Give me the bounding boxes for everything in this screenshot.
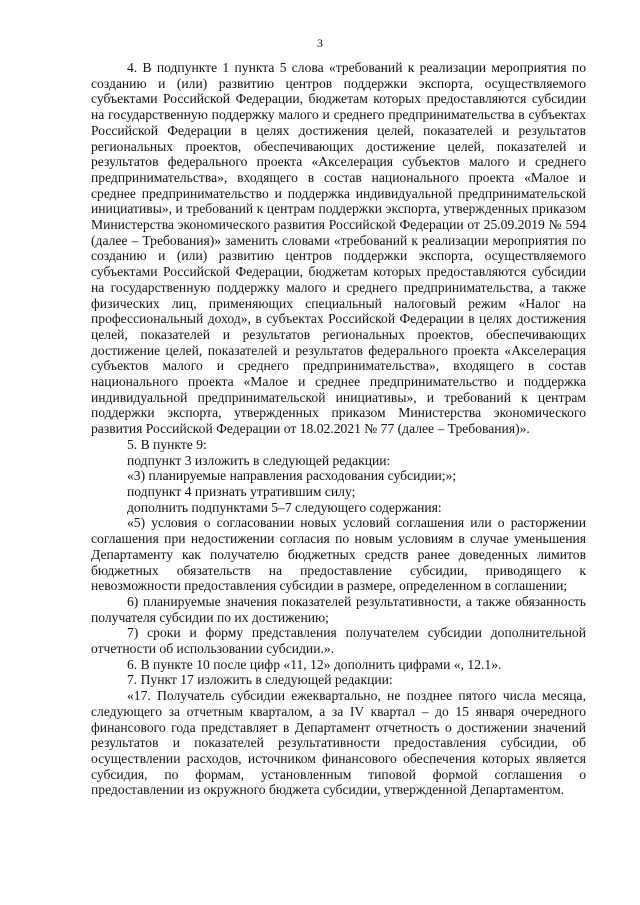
paragraph-subitem-3-text: «3) планируемые направления расходования субсидии;»;	[127, 468, 457, 484]
paragraph-item-4: 4. В подпункте 1 пункта 5 слова «требований к реализации мероприятия по созданию и (или) развитию центров поддержки экспорта, осуществляемого субъектами Российской Федерации, бюджетам которых предоставляются субсидии на государственную поддержку малого и среднего предпринимательства в субъектах Российской Федерации в целях достижения целей, показателей и результатов региональных проектов, обеспечивающих достижение целей, показателей и результатов федерального проекта «Акселерация субъектов малого и среднего предпринимательства», входящего в состав национального проекта «Малое и среднее предпринимательство и поддержка индивидуальной предпринимательской инициативы», и требований к центрам поддержки экспорта, утвержденных приказом Министерства экономического развития Российской Федерации от 25.09.2019 № 594 (далее – Требования)» заменить словами «требований к реализации мероприятия по созданию и (или) развитию центров поддержки экспорта, осуществляемого субъектами Российской Федерации, бюджетам которых предоставляются субсидии на государственную поддержку малого и среднего предпринимательства, а также физических лиц, применяющих специальный налоговый режим «Налог на профессиональный доход», в субъектах Российской Федерации в целях достижения целей, показателей и результатов региональных проектов, обеспечивающих достижение целей, показателей и результатов федерального проекта «Акселерация субъектов малого и среднего предпринимательства», входящего в состав национального проекта «Малое и среднее предпринимательство и поддержка индивидуальной предпринимательской инициативы», и требований к центрам поддержки экспорта, утвержденных приказом Министерства экономического развития Российской Федерации от 18.02.2021 № 77 (далее – Требования)».	[91, 60, 586, 437]
paragraph-item-7: 7. Пункт 17 изложить в следующей редакции:	[127, 672, 393, 688]
paragraph-subitem-5-text: «5) условия о согласовании новых условий соглашения или о расторжении соглашения при недостижении согласия по новым условиям в случае уменьшения Департаменту как получателю бюджетных средств ранее доведенных лимитов бюджетных обязательств на предоставление субсидии, приводящего к невозможности предоставления субсидии в размере, определенном в соглашении;	[91, 515, 586, 594]
paragraph-item-17-text: «17. Получатель субсидии ежеквартально, не позднее пятого числа месяца, следующего за отчетным кварталом, а за IV квартал – до 15 января очередного финансового года представляет в Департамент отчетность о достижении значений результатов и показателей результативности предоставления субсидии, об осуществлении расходов, источником финансового обеспечения которых является субсидия, по формам, установленным типовой формой соглашения о предоставлении из окружного бюджета субсидии, утвержденной Департаментом.	[91, 688, 586, 798]
paragraph-item-5: 5. В пункте 9:	[127, 436, 207, 452]
paragraph-item-6: 6. В пункте 10 после цифр «11, 12» дополнить цифрами «, 12.1».	[127, 656, 502, 672]
paragraph-subitem-3-heading: подпункт 3 изложить в следующей редакции:	[127, 452, 391, 468]
paragraph-subitem-7-text: 7) сроки и форму представления получателем субсидии дополнительной отчетности об использовании субсидии.».	[91, 625, 586, 657]
paragraph-subitems-5-7-heading: дополнить подпунктами 5–7 следующего содержания:	[127, 499, 442, 515]
page-number: 3	[317, 36, 323, 50]
paragraph-subitem-4: подпункт 4 признать утратившим силу;	[127, 483, 356, 499]
document-body	[91, 60, 586, 798]
paragraph-subitem-6-text: 6) планируемые значения показателей результативности, а также обязанность получателя субсидии по их достижению;	[91, 593, 586, 625]
